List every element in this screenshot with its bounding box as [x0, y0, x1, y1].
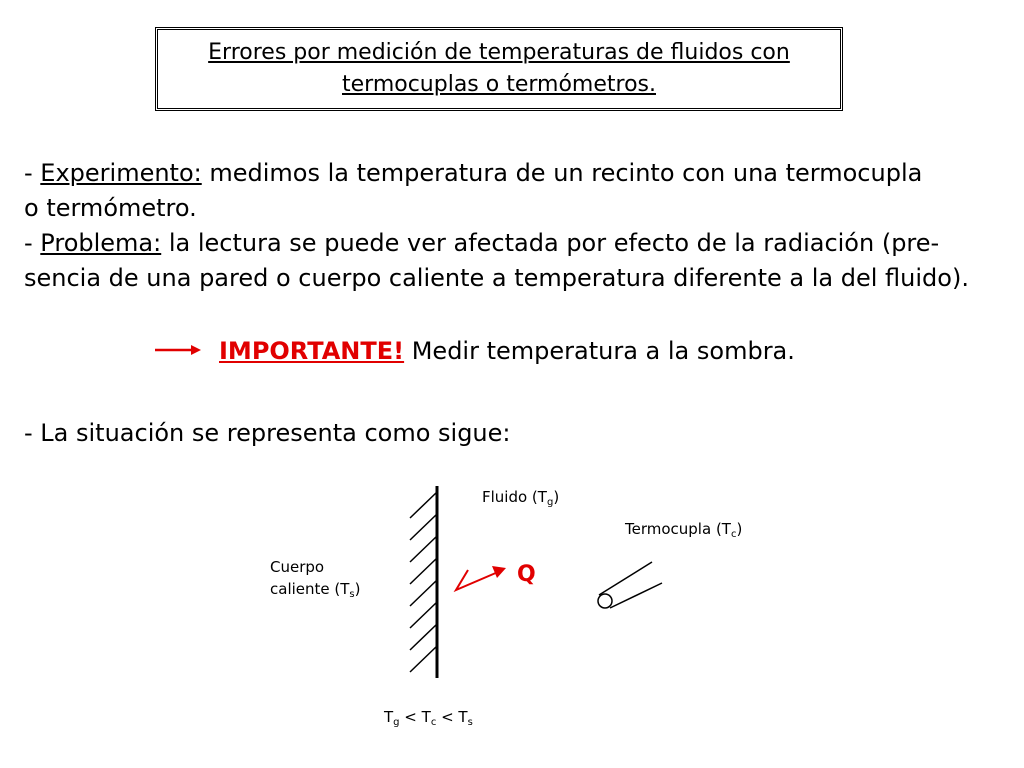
experiment-label: Experimento: [40, 159, 202, 187]
fluid-label: Fluido $(T_g)$ [482, 488, 560, 508]
problem-line-2: sencia de una pared o cuerpo caliente a temperatura diferente a la del fluido). [24, 264, 969, 292]
important-label: IMPORTANTE! [219, 337, 405, 365]
important-text: Medir temperatura a la sombra. [404, 337, 795, 365]
thermocouple-icon [598, 562, 662, 608]
title-line-2: termocuplas o termómetros. [342, 72, 656, 97]
problem-label: Problema: [40, 229, 162, 257]
radiation-bolt-icon [456, 566, 506, 590]
thermocouple-label: Termocupla $(T_c)$ [625, 520, 743, 540]
hot-body-label: Cuerpo caliente $(T_s)$ [270, 558, 361, 600]
experiment-text: medimos la temperatura de un recinto con una termocupla [201, 159, 923, 187]
temperature-relation: $T_g < T_c < T_s$ [384, 708, 473, 728]
heat-q-label: Q [517, 562, 536, 587]
experiment-line-2: o termómetro. [24, 194, 197, 222]
situation-text: - La situación se representa como sigue: [24, 419, 511, 447]
problem-text: la lectura se puede ver afectada por efecto de la radiación (pre- [161, 229, 940, 257]
title-line-1: Errores por medición de temperaturas de fluidos con [208, 40, 790, 65]
problem-prefix: - [24, 229, 41, 257]
hot-wall [410, 486, 437, 678]
experiment-prefix: - [24, 159, 41, 187]
